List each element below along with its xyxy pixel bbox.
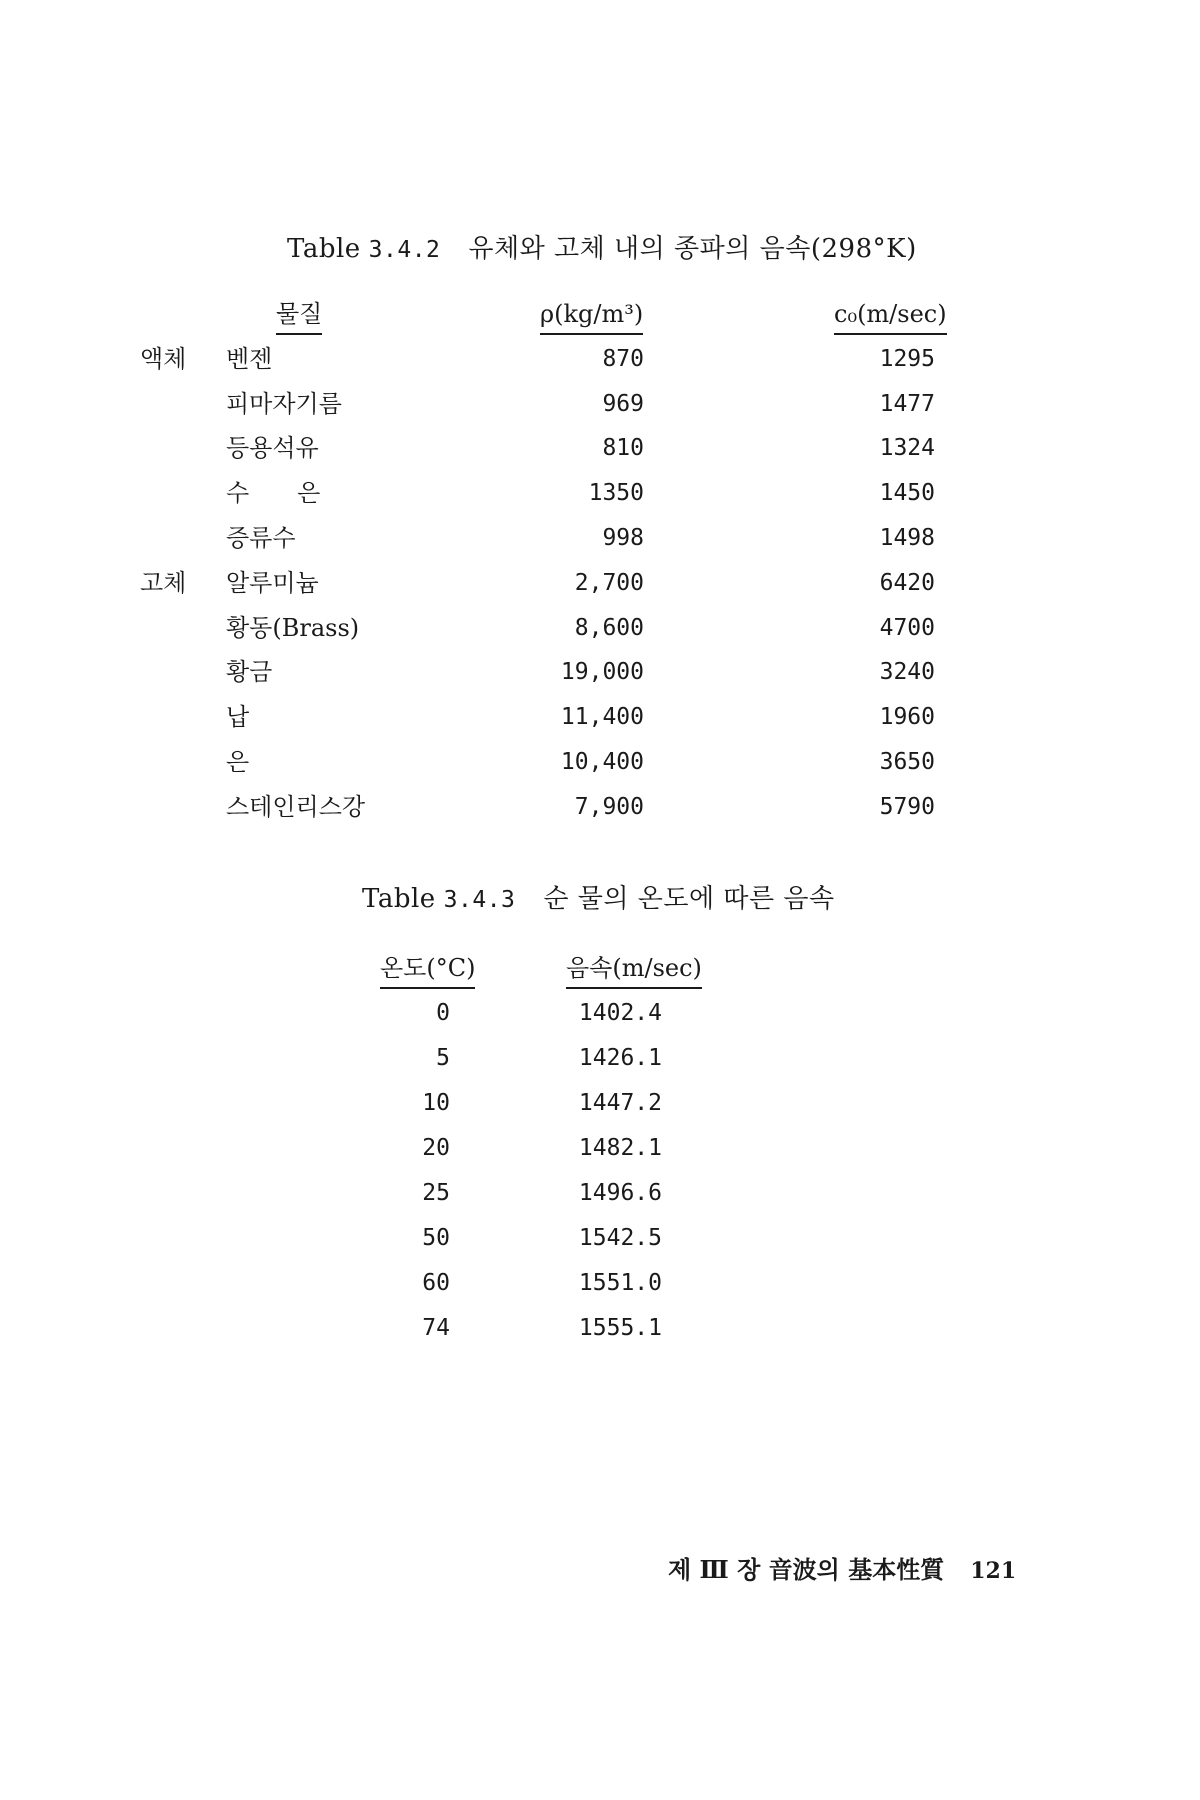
table1-speed: 1324 (879, 435, 935, 462)
table2-row (380, 1310, 740, 1355)
table1-material: 납 (226, 703, 250, 732)
table2-caption-label: Table (362, 884, 436, 914)
table1-density: 810 (602, 435, 644, 462)
table2-row (380, 1130, 740, 1175)
table1-row (140, 789, 1000, 834)
table2-temperature: 20 (422, 1135, 450, 1161)
table1-row (140, 744, 1000, 789)
table1-header-material: 물질 (276, 296, 322, 335)
table2-row (380, 1175, 740, 1220)
table2-row (380, 1220, 740, 1265)
table1 (140, 296, 1000, 834)
chapter-title: 제 Ⅲ 장 音波의 基本性質 (668, 1555, 945, 1584)
table1-material: 증류수 (226, 523, 296, 552)
table1-material: 은 (226, 747, 250, 776)
table2-caption-text: 순 물의 온도에 따른 음속 (543, 884, 835, 914)
table2-temperature: 25 (422, 1180, 450, 1206)
page-number: 121 (970, 1558, 1017, 1584)
table2-speed: 1482.1 (578, 1135, 662, 1161)
table1-row (140, 475, 1000, 520)
table2-temperature: 60 (422, 1270, 450, 1296)
table1-speed: 1477 (879, 390, 935, 417)
table2-temperature: 5 (436, 1045, 450, 1071)
table1-material: 벤젠 (226, 344, 273, 373)
table2-body (380, 995, 740, 1355)
table1-speed: 6420 (879, 569, 935, 596)
table2-temperature: 10 (422, 1090, 450, 1116)
table1-material: 스테인리스강 (226, 792, 366, 821)
table1-header-density: ρ(kg/m³) (540, 296, 643, 335)
table2-temperature: 0 (436, 1000, 450, 1026)
table1-density: 998 (602, 524, 644, 551)
table1-density: 870 (602, 345, 644, 372)
table1-category: 액체 (140, 344, 187, 373)
table1-caption-label: Table (287, 234, 361, 264)
table1-material: 피마자기름 (226, 389, 342, 418)
table1-density: 10,400 (560, 748, 644, 775)
table2 (380, 950, 740, 1355)
table1-row (140, 386, 1000, 431)
table2-speed: 1496.6 (578, 1180, 662, 1206)
table2-row (380, 1265, 740, 1310)
table1-category: 고체 (140, 568, 187, 597)
table2-caption (362, 878, 835, 915)
page-footer (668, 1550, 1016, 1585)
table2-speed: 1551.0 (578, 1270, 662, 1296)
table1-density: 2,700 (574, 569, 644, 596)
table1-material: 황동(Brass) (226, 613, 360, 642)
table2-speed: 1402.4 (578, 1000, 662, 1026)
table1-header-row (140, 296, 1000, 341)
table1-row (140, 430, 1000, 475)
table2-speed: 1542.5 (578, 1225, 662, 1251)
table2-speed: 1426.1 (578, 1045, 662, 1071)
table2-header-temperature: 온도(°C) (380, 950, 475, 989)
table1-caption (287, 228, 917, 265)
table1-body (140, 341, 1000, 834)
table1-material: 알루미늄 (226, 568, 319, 597)
table2-temperature: 50 (422, 1225, 450, 1251)
table1-speed: 3240 (879, 659, 935, 686)
table1-row (140, 699, 1000, 744)
table2-header-speed: 음속(m/sec) (566, 950, 702, 989)
table1-row (140, 654, 1000, 699)
table2-header-row (380, 950, 740, 995)
table2-row (380, 1040, 740, 1085)
table1-speed: 1498 (879, 524, 935, 551)
table1-header-speed: c₀(m/sec) (834, 296, 947, 335)
table1-density: 7,900 (574, 793, 644, 820)
table2-row (380, 995, 740, 1040)
table2-speed: 1447.2 (578, 1090, 662, 1116)
table1-speed: 1295 (879, 345, 935, 372)
table1-material: 등용석유 (226, 434, 319, 463)
table1-caption-number: 3.4.2 (368, 237, 441, 263)
table1-material: 황금 (226, 658, 273, 687)
table2-speed: 1555.1 (578, 1315, 662, 1341)
table1-speed: 5790 (879, 793, 935, 820)
table1-caption-text: 유체와 고체 내의 종파의 음속(298°K) (468, 234, 917, 264)
table2-row (380, 1085, 740, 1130)
table2-temperature: 74 (422, 1315, 450, 1341)
table1-density: 8,600 (574, 614, 644, 641)
table1-speed: 1960 (879, 704, 935, 731)
table1-row (140, 341, 1000, 386)
table1-row (140, 520, 1000, 565)
table1-row (140, 565, 1000, 610)
table1-speed: 1450 (879, 480, 935, 507)
table1-speed: 4700 (879, 614, 935, 641)
table1-density: 11,400 (560, 704, 644, 731)
table1-speed: 3650 (879, 748, 935, 775)
table1-density: 1350 (588, 480, 644, 507)
table1-row (140, 610, 1000, 655)
table2-caption-number: 3.4.3 (443, 887, 516, 913)
table1-material: 수 은 (226, 479, 321, 508)
table1-density: 969 (602, 390, 644, 417)
table1-density: 19,000 (560, 659, 644, 686)
